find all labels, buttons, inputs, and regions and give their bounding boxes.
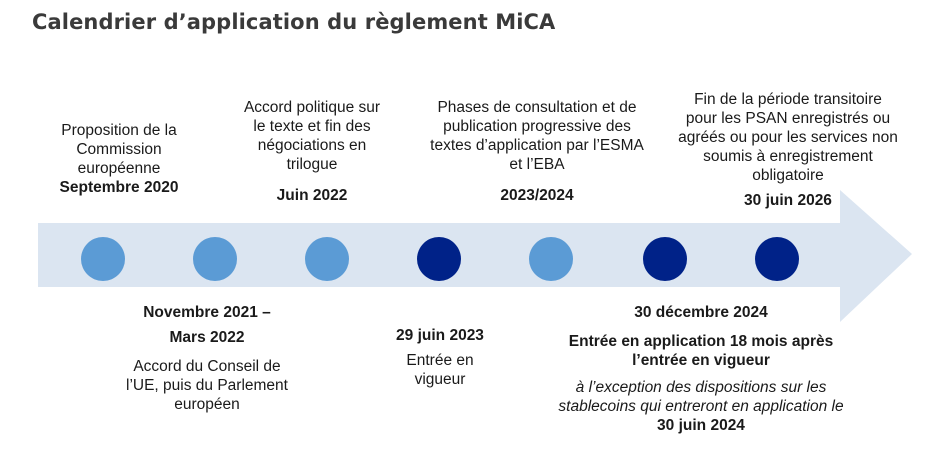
milestone-label-accord-politique: Accord politique sur le texte et fin des négociations en trilogue Juin 2022 <box>243 99 381 204</box>
milestone-dot-1 <box>81 237 125 281</box>
milestone-label-fin-transitoire: Fin de la période transitoire pour les PSAN enregistrés ou agréés ou pour les services non soumis à enregistrement obligatoire 30 juin 2026 <box>678 91 898 209</box>
milestone-dot-6 <box>643 237 687 281</box>
milestone-dot-4 <box>417 237 461 281</box>
milestone-dot-7 <box>755 237 799 281</box>
milestone-label-consultation: Phases de consultation et de publication progressive des textes d’application par l’ESMA et l’EBA 2023/2024 <box>430 99 644 204</box>
milestone-label-accord-conseil: Novembre 2021 – Mars 2022 Accord du Conseil de l’UE, puis du Parlement européen <box>126 304 288 413</box>
milestone-label-proposition: Proposition de la Commission européenne Septembre 2020 <box>59 122 179 196</box>
milestone-dot-5 <box>529 237 573 281</box>
page-title: Calendrier d’application du règlement MiCA <box>32 10 556 34</box>
milestone-dot-2 <box>193 237 237 281</box>
milestone-label-entree-vigueur: 29 juin 2023 Entrée en vigueur <box>396 327 484 388</box>
milestone-dot-3 <box>305 237 349 281</box>
milestone-label-entree-application: 30 décembre 2024 Entrée en application 18 mois après l’entrée en vigueur à l’exception des dispositions sur les stablecoins qui entreront en application le 30 juin 2024 <box>558 304 844 434</box>
